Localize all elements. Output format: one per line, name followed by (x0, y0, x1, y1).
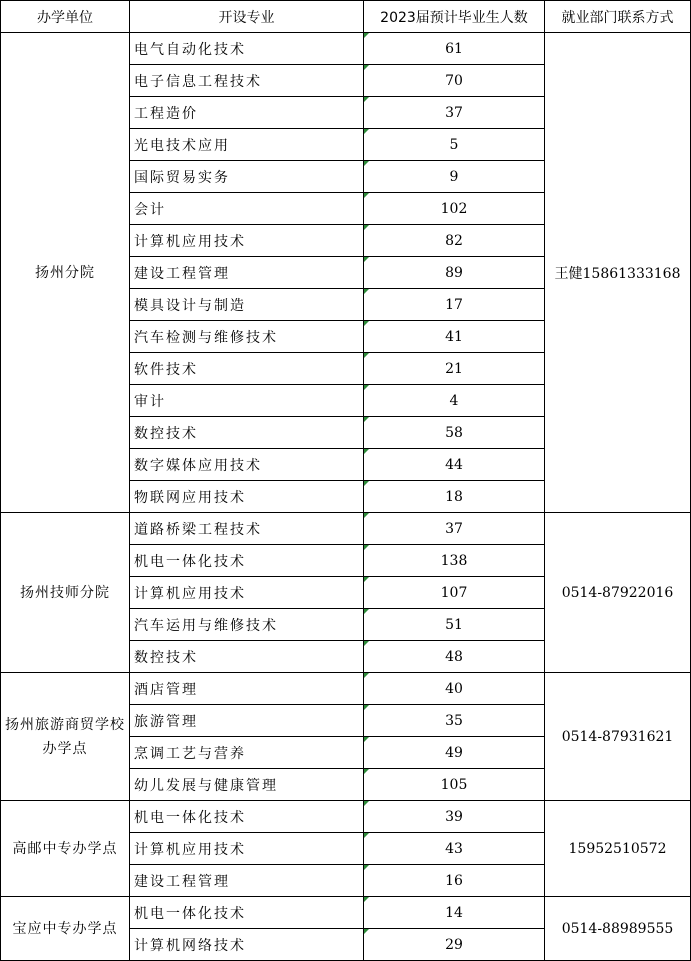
graduate-count-cell: 16 (364, 865, 545, 897)
major-cell: 数字媒体应用技术 (130, 449, 364, 481)
major-cell: 建设工程管理 (130, 257, 364, 289)
major-cell: 计算机应用技术 (130, 833, 364, 865)
graduate-count-cell: 49 (364, 737, 545, 769)
graduate-count-cell: 9 (364, 161, 545, 193)
graduate-count-cell: 105 (364, 769, 545, 801)
table-body (1, 33, 691, 961)
major-cell: 电子信息工程技术 (130, 65, 364, 97)
unit-cell: 扬州旅游商贸学校办学点 (1, 673, 130, 801)
major-cell: 国际贸易实务 (130, 161, 364, 193)
graduate-count-cell: 39 (364, 801, 545, 833)
graduate-count-cell: 4 (364, 385, 545, 417)
unit-cell: 扬州技师分院 (1, 513, 130, 673)
major-cell: 机电一体化技术 (130, 897, 364, 929)
graduate-count-cell: 89 (364, 257, 545, 289)
major-cell: 计算机应用技术 (130, 577, 364, 609)
major-cell: 数控技术 (130, 641, 364, 673)
major-cell: 酒店管理 (130, 673, 364, 705)
unit-cell: 宝应中专办学点 (1, 897, 130, 961)
graduate-count-cell: 40 (364, 673, 545, 705)
graduate-count-cell: 14 (364, 897, 545, 929)
contact-cell: 0514-87931621 (545, 673, 691, 801)
graduate-count-cell: 21 (364, 353, 545, 385)
graduate-count-cell: 44 (364, 449, 545, 481)
major-cell: 软件技术 (130, 353, 364, 385)
major-cell: 数控技术 (130, 417, 364, 449)
graduate-count-cell: 41 (364, 321, 545, 353)
major-cell: 计算机网络技术 (130, 929, 364, 961)
major-cell: 汽车检测与维修技术 (130, 321, 364, 353)
major-cell: 机电一体化技术 (130, 801, 364, 833)
graduate-count-cell: 43 (364, 833, 545, 865)
major-cell: 工程造价 (130, 97, 364, 129)
graduate-count-cell: 18 (364, 481, 545, 513)
major-cell: 物联网应用技术 (130, 481, 364, 513)
major-cell: 道路桥梁工程技术 (130, 513, 364, 545)
graduate-count-cell: 17 (364, 289, 545, 321)
graduate-count-cell: 37 (364, 513, 545, 545)
table-row (1, 33, 691, 65)
contact-cell: 王健15861333168 (545, 33, 691, 513)
table-row (1, 673, 691, 705)
major-cell: 机电一体化技术 (130, 545, 364, 577)
graduate-count-cell: 48 (364, 641, 545, 673)
graduate-count-cell: 35 (364, 705, 545, 737)
header-count: 2023届预计毕业生人数 (364, 1, 545, 33)
contact-cell: 15952510572 (545, 801, 691, 897)
header-contact: 就业部门联系方式 (545, 1, 691, 33)
major-cell: 会计 (130, 193, 364, 225)
graduate-count-cell: 5 (364, 129, 545, 161)
major-cell: 旅游管理 (130, 705, 364, 737)
graduate-count-cell: 138 (364, 545, 545, 577)
contact-cell: 0514-87922016 (545, 513, 691, 673)
major-cell: 模具设计与制造 (130, 289, 364, 321)
major-cell: 幼儿发展与健康管理 (130, 769, 364, 801)
graduate-count-cell: 58 (364, 417, 545, 449)
graduate-count-cell: 82 (364, 225, 545, 257)
graduate-count-cell: 29 (364, 929, 545, 961)
major-cell: 审计 (130, 385, 364, 417)
graduate-count-cell: 70 (364, 65, 545, 97)
graduate-count-cell: 102 (364, 193, 545, 225)
major-cell: 光电技术应用 (130, 129, 364, 161)
graduate-count-cell: 107 (364, 577, 545, 609)
graduate-count-cell: 61 (364, 33, 545, 65)
table-row (1, 801, 691, 833)
graduate-count-cell: 37 (364, 97, 545, 129)
graduate-count-cell: 51 (364, 609, 545, 641)
major-cell: 电气自动化技术 (130, 33, 364, 65)
header-major: 开设专业 (130, 1, 364, 33)
unit-cell: 高邮中专办学点 (1, 801, 130, 897)
major-cell: 烹调工艺与营养 (130, 737, 364, 769)
table-row (1, 897, 691, 929)
header-unit: 办学单位 (1, 1, 130, 33)
contact-cell: 0514-88989555 (545, 897, 691, 961)
major-cell: 计算机应用技术 (130, 225, 364, 257)
major-cell: 建设工程管理 (130, 865, 364, 897)
table-row (1, 513, 691, 545)
unit-cell: 扬州分院 (1, 33, 130, 513)
major-cell: 汽车运用与维修技术 (130, 609, 364, 641)
header-row (1, 1, 691, 33)
